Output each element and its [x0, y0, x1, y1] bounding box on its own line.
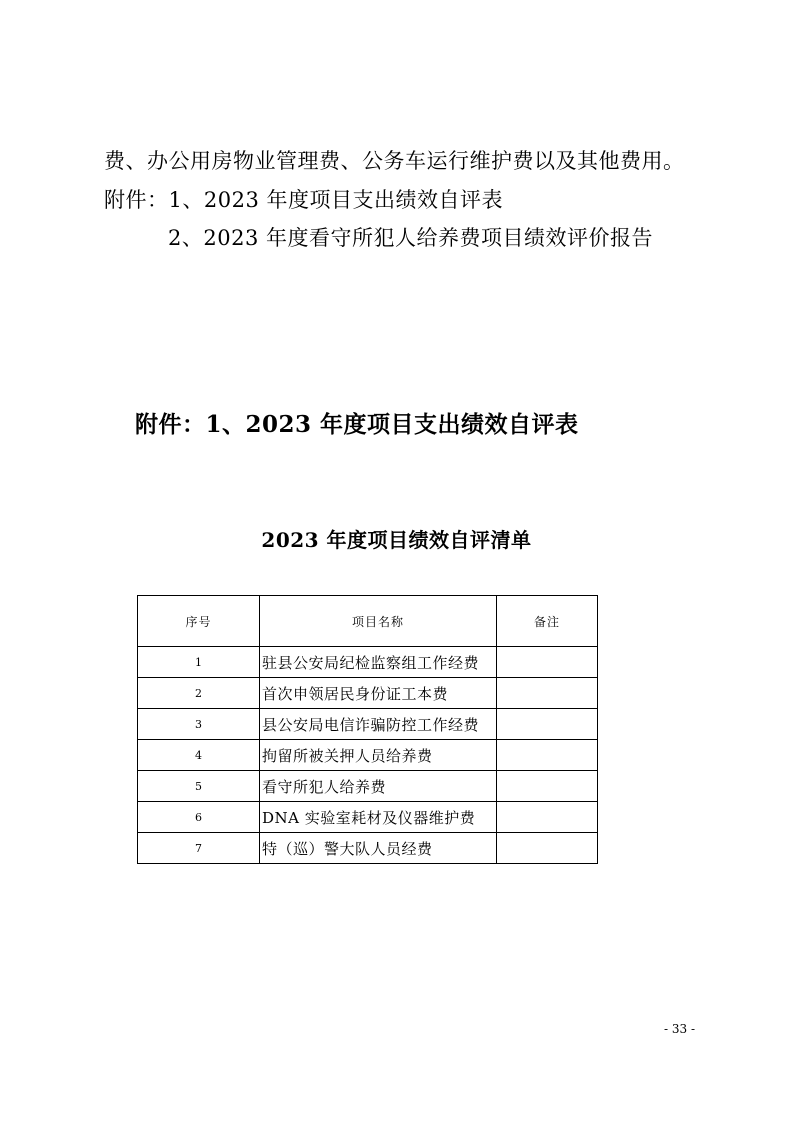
row-serial-number: 2 [138, 678, 260, 709]
table-row [138, 771, 598, 802]
row-remarks [497, 802, 598, 833]
row-serial-number: 7 [138, 833, 260, 864]
table-header-row [138, 596, 598, 647]
body-text-line: 费、办公用房物业管理费、公务车运行维护费以及其他费用。 [104, 149, 685, 173]
attachment-list-item: 2、2023 年度看守所犯人给养费项目绩效评价报告 [168, 226, 653, 250]
header-project-name: 项目名称 [260, 596, 497, 647]
row-remarks [497, 740, 598, 771]
table-row [138, 833, 598, 864]
table-title: 2023 年度项目绩效自评清单 [261, 528, 532, 552]
section-heading: 附件：1、2023 年度项目支出绩效自评表 [135, 411, 579, 438]
header-remarks: 备注 [497, 596, 598, 647]
row-serial-number: 6 [138, 802, 260, 833]
row-project-name: 驻县公安局纪检监察组工作经费 [260, 647, 497, 678]
table-row [138, 802, 598, 833]
table-row [138, 678, 598, 709]
table-row [138, 709, 598, 740]
header-serial-number: 序号 [138, 596, 260, 647]
row-serial-number: 4 [138, 740, 260, 771]
row-remarks [497, 709, 598, 740]
row-remarks [497, 678, 598, 709]
row-serial-number: 5 [138, 771, 260, 802]
table-row [138, 740, 598, 771]
row-project-name: 看守所犯人给养费 [260, 771, 497, 802]
attachment-list-item: 附件：1、2023 年度项目支出绩效自评表 [104, 188, 503, 212]
row-project-name: 特（巡）警大队人员经费 [260, 833, 497, 864]
row-remarks [497, 647, 598, 678]
row-serial-number: 1 [138, 647, 260, 678]
row-serial-number: 3 [138, 709, 260, 740]
row-project-name: DNA 实验室耗材及仪器维护费 [260, 802, 497, 833]
table-row [138, 647, 598, 678]
row-remarks [497, 833, 598, 864]
row-project-name: 县公安局电信诈骗防控工作经费 [260, 709, 497, 740]
row-project-name: 拘留所被关押人员给养费 [260, 740, 497, 771]
row-project-name: 首次申领居民身份证工本费 [260, 678, 497, 709]
project-list-table [137, 595, 598, 864]
page-number: - 33 - [664, 1022, 696, 1036]
row-remarks [497, 771, 598, 802]
